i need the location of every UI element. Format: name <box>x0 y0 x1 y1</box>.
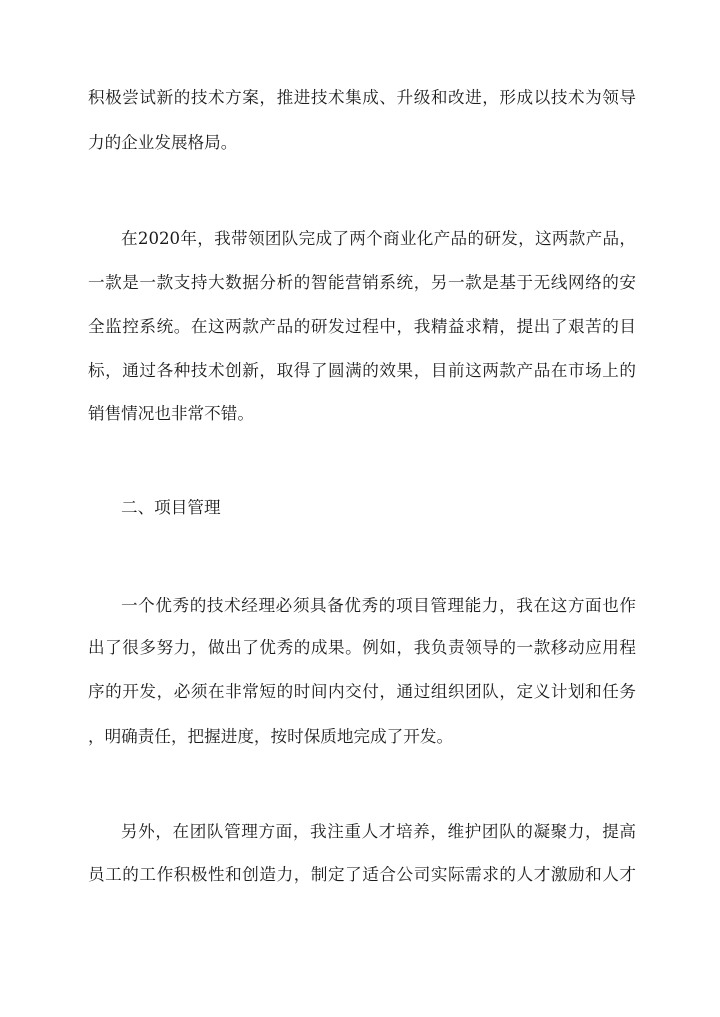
section-heading: 二、项目管理 <box>121 498 221 517</box>
paragraph-3-line-1: 一个优秀的技术经理必须具备优秀的项目管理能力，我在这方面也作 <box>121 596 636 615</box>
paragraph-1-line-1: 积极尝试新的技术方案，推进技术集成、升级和改进，形成以技术为领导 <box>88 88 636 107</box>
paragraph-2-line-3: 全监控系统。在这两款产品的研发过程中，我精益求精，提出了艰苦的目 <box>88 317 636 336</box>
paragraph-1-line-2: 力的企业发展格局。 <box>88 133 238 152</box>
paragraph-2-line-5: 销售情况也非常不错。 <box>88 404 254 423</box>
paragraph-4-line-2: 员工的工作积极性和创造力，制定了适合公司实际需求的人才激励和人才 <box>88 865 636 884</box>
paragraph-2-line-1: 在2020年，我带领团队完成了两个商业化产品的研发，这两款产品， <box>121 229 636 248</box>
paragraph-3-line-3: 序的开发，必须在非常短的时间内交付，通过组织团队，定义计划和任务 <box>88 682 636 701</box>
paragraph-3-line-2: 出了很多努力，做出了优秀的成果。例如，我负责领导的一款移动应用程 <box>88 638 636 657</box>
paragraph-2-line-2: 一款是一款支持大数据分析的智能营销系统，另一款是基于无线网络的安 <box>88 273 636 292</box>
paragraph-4-line-1: 另外，在团队管理方面，我注重人才培养，维护团队的凝聚力，提高 <box>121 822 636 841</box>
paragraph-3-line-4: ，明确责任，把握进度，按时保质地完成了开发。 <box>88 727 454 746</box>
paragraph-2-line-4: 标，通过各种技术创新，取得了圆满的效果，目前这两款产品在市场上的 <box>88 361 636 380</box>
